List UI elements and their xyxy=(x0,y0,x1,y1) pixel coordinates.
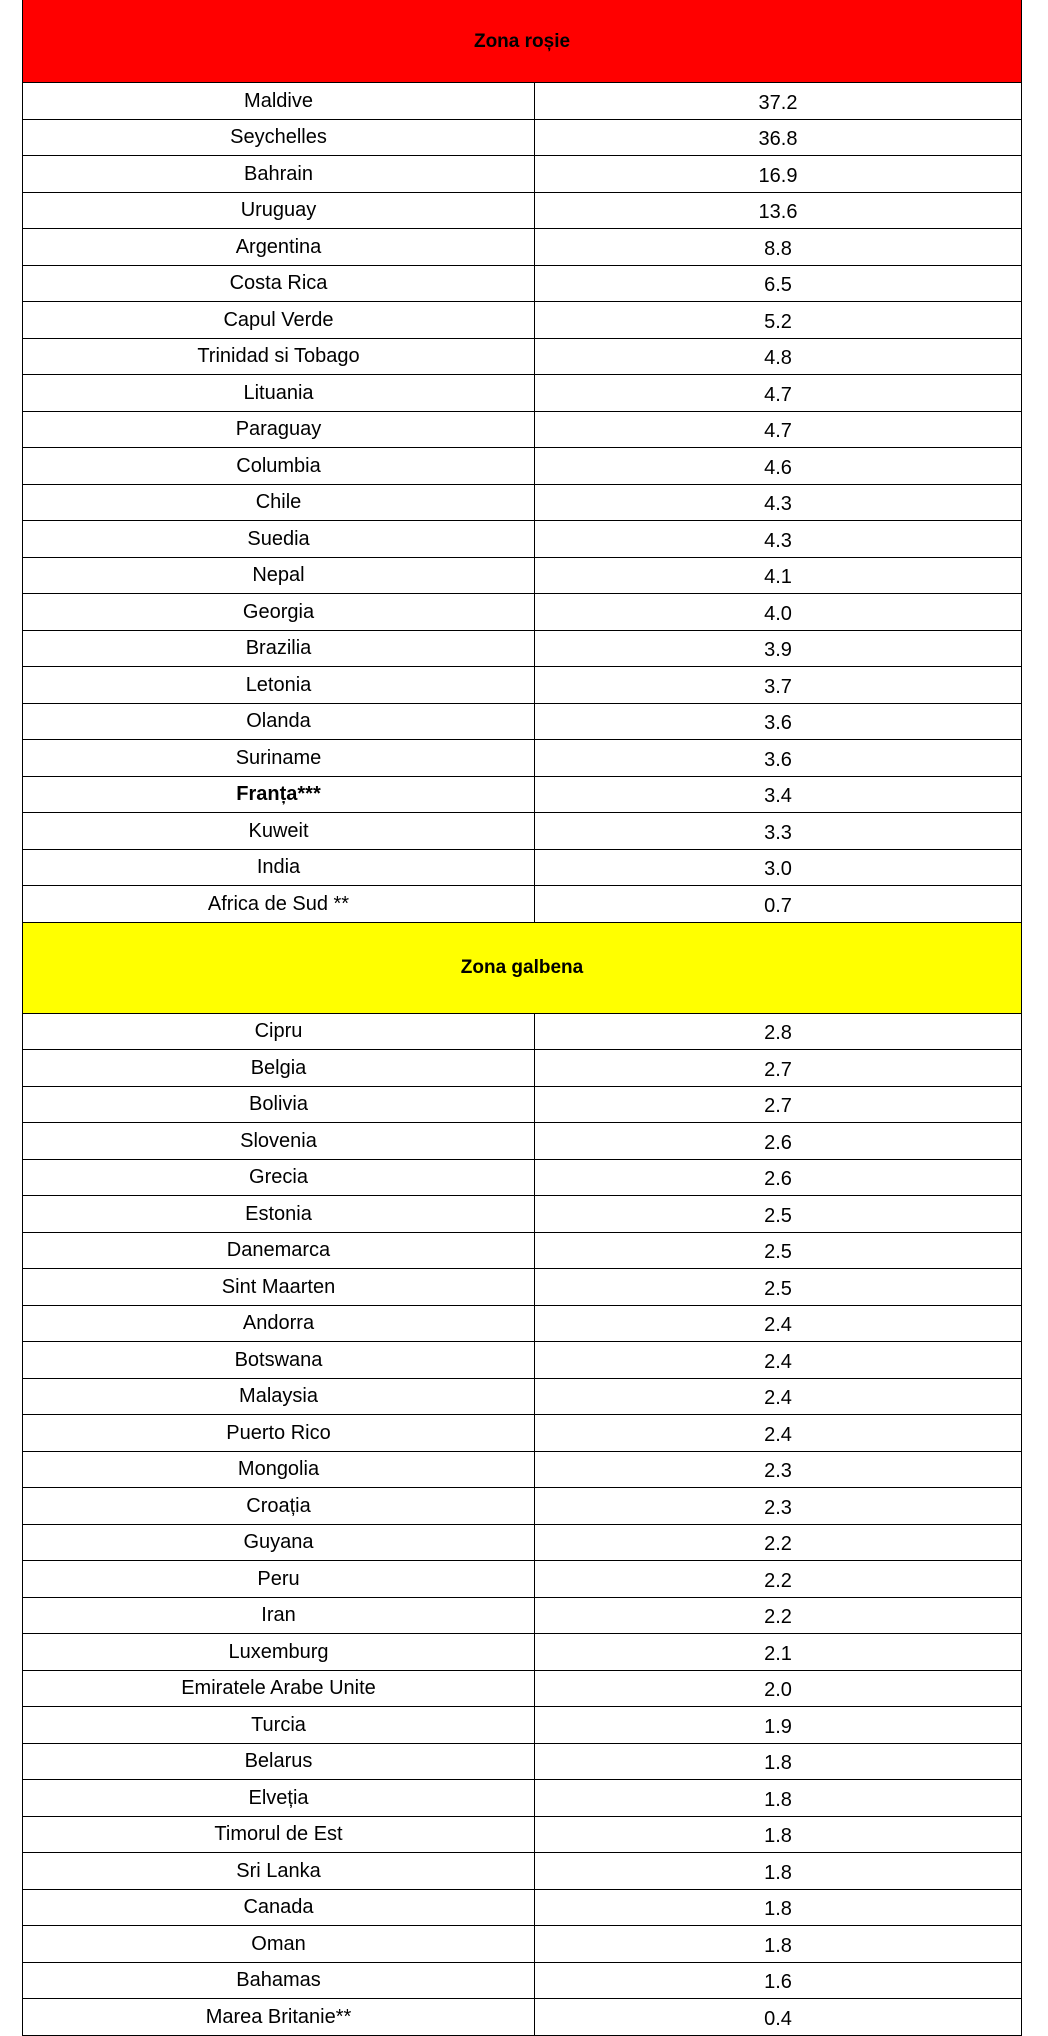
country-name: Columbia xyxy=(23,448,535,485)
country-row xyxy=(23,849,1022,886)
country-value: 4.3 xyxy=(535,484,1022,521)
country-name: Peru xyxy=(23,1561,535,1598)
country-row xyxy=(23,1232,1022,1269)
country-row xyxy=(23,1707,1022,1744)
country-value: 4.3 xyxy=(535,521,1022,558)
country-name: Franța*** xyxy=(23,776,535,813)
country-name: Chile xyxy=(23,484,535,521)
country-name: Estonia xyxy=(23,1196,535,1233)
country-name: Africa de Sud ** xyxy=(23,886,535,923)
country-row xyxy=(23,703,1022,740)
country-row xyxy=(23,1159,1022,1196)
country-row xyxy=(23,1561,1022,1598)
country-name: Nepal xyxy=(23,557,535,594)
country-value: 8.8 xyxy=(535,229,1022,266)
country-value: 2.3 xyxy=(535,1488,1022,1525)
country-name: Lituania xyxy=(23,375,535,412)
country-row xyxy=(23,1123,1022,1160)
country-name: Guyana xyxy=(23,1524,535,1561)
country-name: Puerto Rico xyxy=(23,1415,535,1452)
country-value: 1.8 xyxy=(535,1889,1022,1926)
country-value: 2.6 xyxy=(535,1159,1022,1196)
country-name: Suedia xyxy=(23,521,535,558)
country-row xyxy=(23,1013,1022,1050)
country-value: 2.6 xyxy=(535,1123,1022,1160)
zones-table-body xyxy=(23,0,1022,2035)
country-name: Belarus xyxy=(23,1743,535,1780)
country-name: Oman xyxy=(23,1926,535,1963)
country-name: Capul Verde xyxy=(23,302,535,339)
country-value: 1.6 xyxy=(535,1962,1022,1999)
country-value: 4.0 xyxy=(535,594,1022,631)
country-name: India xyxy=(23,849,535,886)
country-value: 2.1 xyxy=(535,1634,1022,1671)
country-value: 1.8 xyxy=(535,1926,1022,1963)
country-name: Uruguay xyxy=(23,192,535,229)
red-zone-title: Zona roșie xyxy=(23,0,1022,83)
country-value: 2.8 xyxy=(535,1013,1022,1050)
country-value: 0.7 xyxy=(535,886,1022,923)
country-value: 1.9 xyxy=(535,1707,1022,1744)
country-row xyxy=(23,1743,1022,1780)
country-row xyxy=(23,1999,1022,2036)
country-row xyxy=(23,1196,1022,1233)
country-value: 2.4 xyxy=(535,1305,1022,1342)
country-row xyxy=(23,521,1022,558)
country-row xyxy=(23,1488,1022,1525)
country-row xyxy=(23,776,1022,813)
country-value: 4.6 xyxy=(535,448,1022,485)
country-name: Grecia xyxy=(23,1159,535,1196)
country-value: 2.3 xyxy=(535,1451,1022,1488)
country-value: 4.7 xyxy=(535,411,1022,448)
country-value: 3.6 xyxy=(535,740,1022,777)
country-value: 3.6 xyxy=(535,703,1022,740)
country-row xyxy=(23,667,1022,704)
country-name: Sri Lanka xyxy=(23,1853,535,1890)
country-row xyxy=(23,1670,1022,1707)
country-value: 3.3 xyxy=(535,813,1022,850)
country-value: 2.5 xyxy=(535,1269,1022,1306)
country-row xyxy=(23,1342,1022,1379)
country-name: Costa Rica xyxy=(23,265,535,302)
country-row xyxy=(23,302,1022,339)
country-value: 37.2 xyxy=(535,83,1022,120)
country-name: Cipru xyxy=(23,1013,535,1050)
country-value: 3.4 xyxy=(535,776,1022,813)
country-value: 2.2 xyxy=(535,1597,1022,1634)
country-row xyxy=(23,1378,1022,1415)
country-value: 1.8 xyxy=(535,1853,1022,1890)
country-name: Bahrain xyxy=(23,156,535,193)
country-row xyxy=(23,1853,1022,1890)
country-value: 2.2 xyxy=(535,1561,1022,1598)
country-row xyxy=(23,1634,1022,1671)
country-value: 2.5 xyxy=(535,1232,1022,1269)
country-name: Slovenia xyxy=(23,1123,535,1160)
country-name: Kuweit xyxy=(23,813,535,850)
country-value: 2.7 xyxy=(535,1050,1022,1087)
country-row xyxy=(23,192,1022,229)
country-row xyxy=(23,119,1022,156)
country-name: Danemarca xyxy=(23,1232,535,1269)
country-name: Trinidad si Tobago xyxy=(23,338,535,375)
country-row xyxy=(23,557,1022,594)
country-value: 2.5 xyxy=(535,1196,1022,1233)
country-name: Andorra xyxy=(23,1305,535,1342)
zones-table xyxy=(22,0,1022,2036)
country-row xyxy=(23,1451,1022,1488)
country-row xyxy=(23,1597,1022,1634)
country-value: 36.8 xyxy=(535,119,1022,156)
country-value: 3.0 xyxy=(535,849,1022,886)
country-row xyxy=(23,1962,1022,1999)
country-row xyxy=(23,1305,1022,1342)
country-name: Bolivia xyxy=(23,1086,535,1123)
country-value: 2.2 xyxy=(535,1524,1022,1561)
country-row xyxy=(23,630,1022,667)
country-name: Malaysia xyxy=(23,1378,535,1415)
country-value: 4.8 xyxy=(535,338,1022,375)
country-row xyxy=(23,375,1022,412)
country-name: Emiratele Arabe Unite xyxy=(23,1670,535,1707)
red-zone-header-row xyxy=(23,0,1022,83)
country-row xyxy=(23,83,1022,120)
country-row xyxy=(23,740,1022,777)
country-name: Brazilia xyxy=(23,630,535,667)
country-row xyxy=(23,338,1022,375)
country-name: Olanda xyxy=(23,703,535,740)
country-row xyxy=(23,813,1022,850)
country-value: 2.7 xyxy=(535,1086,1022,1123)
country-row xyxy=(23,448,1022,485)
country-value: 2.4 xyxy=(535,1378,1022,1415)
country-row xyxy=(23,1415,1022,1452)
country-value: 6.5 xyxy=(535,265,1022,302)
country-row xyxy=(23,411,1022,448)
country-name: Iran xyxy=(23,1597,535,1634)
country-value: 4.1 xyxy=(535,557,1022,594)
country-name: Mongolia xyxy=(23,1451,535,1488)
country-name: Sint Maarten xyxy=(23,1269,535,1306)
country-name: Georgia xyxy=(23,594,535,631)
country-name: Croația xyxy=(23,1488,535,1525)
country-value: 0.4 xyxy=(535,1999,1022,2036)
country-value: 1.8 xyxy=(535,1816,1022,1853)
country-value: 5.2 xyxy=(535,302,1022,339)
country-row xyxy=(23,1524,1022,1561)
country-name: Turcia xyxy=(23,1707,535,1744)
country-row xyxy=(23,886,1022,923)
yellow-zone-header-row xyxy=(23,922,1022,1013)
country-name: Seychelles xyxy=(23,119,535,156)
country-value: 1.8 xyxy=(535,1743,1022,1780)
country-value: 3.9 xyxy=(535,630,1022,667)
country-value: 2.0 xyxy=(535,1670,1022,1707)
country-value: 2.4 xyxy=(535,1342,1022,1379)
country-row xyxy=(23,1086,1022,1123)
country-row xyxy=(23,484,1022,521)
country-name: Elveția xyxy=(23,1780,535,1817)
country-row xyxy=(23,265,1022,302)
country-name: Paraguay xyxy=(23,411,535,448)
country-value: 13.6 xyxy=(535,192,1022,229)
country-name: Maldive xyxy=(23,83,535,120)
country-name: Botswana xyxy=(23,1342,535,1379)
country-row xyxy=(23,1269,1022,1306)
country-name: Marea Britanie** xyxy=(23,1999,535,2036)
country-value: 3.7 xyxy=(535,667,1022,704)
zones-document xyxy=(22,0,1021,2036)
country-name: Luxemburg xyxy=(23,1634,535,1671)
country-row xyxy=(23,156,1022,193)
country-name: Letonia xyxy=(23,667,535,704)
country-row xyxy=(23,1050,1022,1087)
country-name: Belgia xyxy=(23,1050,535,1087)
country-value: 1.8 xyxy=(535,1780,1022,1817)
country-name: Bahamas xyxy=(23,1962,535,1999)
country-name: Argentina xyxy=(23,229,535,266)
country-row xyxy=(23,594,1022,631)
country-row xyxy=(23,229,1022,266)
country-row xyxy=(23,1780,1022,1817)
country-value: 2.4 xyxy=(535,1415,1022,1452)
yellow-zone-title: Zona galbena xyxy=(23,922,1022,1013)
country-row xyxy=(23,1816,1022,1853)
country-value: 16.9 xyxy=(535,156,1022,193)
country-name: Timorul de Est xyxy=(23,1816,535,1853)
country-row xyxy=(23,1889,1022,1926)
country-row xyxy=(23,1926,1022,1963)
country-name: Canada xyxy=(23,1889,535,1926)
country-name: Suriname xyxy=(23,740,535,777)
country-value: 4.7 xyxy=(535,375,1022,412)
